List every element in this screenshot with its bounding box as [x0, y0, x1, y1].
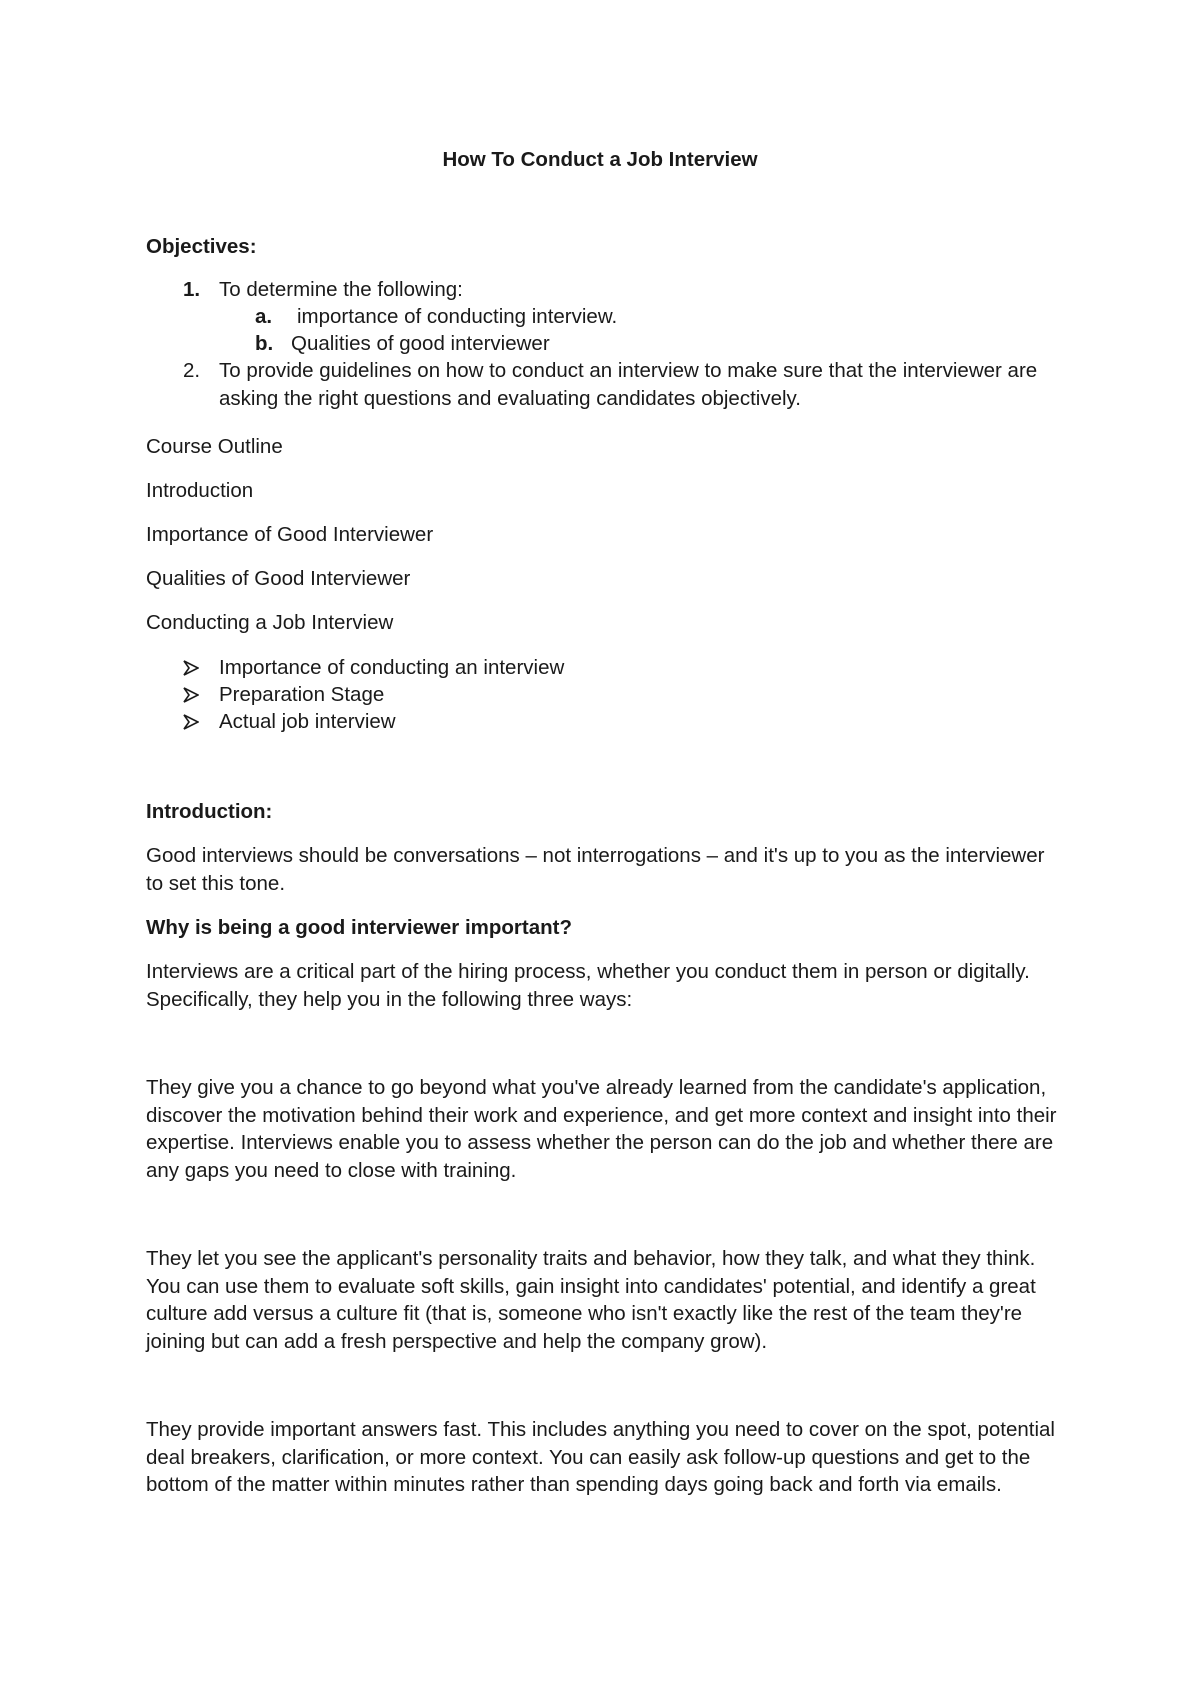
objective-item [183, 276, 1063, 304]
sub-objective-marker: b. [255, 332, 274, 355]
sub-objective-item [255, 303, 1055, 331]
outline-line: Importance of Good Interviewer [146, 523, 434, 546]
objective-marker: 1. [183, 278, 201, 301]
document-title: How To Conduct a Job Interview [442, 148, 758, 171]
bullet-item [183, 708, 1063, 736]
outline-line: Qualities of Good Interviewer [146, 567, 411, 590]
arrowhead-bullet-icon [183, 660, 199, 676]
outline-line: Introduction [146, 479, 254, 502]
bullet-text: Actual job interview [219, 710, 396, 733]
introduction-heading: Introduction: [146, 800, 273, 823]
sub-objective-item [255, 330, 1055, 358]
sub-objective-marker: a. [255, 305, 273, 328]
objective-text: To determine the following: [219, 278, 463, 301]
body-paragraph: They let you see the applicant's personality traits and behavior, how they talk, and what they think. You can use them to evaluate soft skills, gain insight into candidates' potential, and identify a great culture add versus a culture fit (that is, someone who isn't exactly like the rest of the team they're joining but can add a fresh perspective and help the company grow). [146, 1247, 1036, 1353]
bullet-text: Importance of conducting an interview [219, 656, 565, 679]
sub-objective-text: Qualities of good interviewer [291, 332, 550, 355]
outline-line: Conducting a Job Interview [146, 611, 394, 634]
outline-line: Course Outline [146, 435, 283, 458]
bullet-item [183, 681, 1063, 709]
body-paragraph: They provide important answers fast. This includes anything you need to cover on the spot, potential deal breakers, clarification, or more context. You can easily ask follow-up questions and get to the bottom of the matter within minutes rather than spending days going back and forth via emails. [146, 1418, 1055, 1496]
why-heading: Why is being a good interviewer important? [146, 916, 572, 939]
arrowhead-bullet-icon [183, 687, 199, 703]
arrowhead-bullet-icon [183, 714, 199, 730]
bullet-item [183, 654, 1063, 682]
body-paragraph: They give you a chance to go beyond what you've already learned from the candidate's application, discover the motivation behind their work and experience, and get more context and insight into their expertise. Interviews enable you to assess whether the person can do the job and whether there are any gaps you need to close with training. [146, 1076, 1057, 1182]
why-paragraph: Interviews are a critical part of the hiring process, whether you conduct them in person or digitally. Specifically, they help you in the following three ways: [146, 960, 1030, 1011]
objective-item [183, 357, 1063, 412]
bullet-text: Preparation Stage [219, 683, 385, 706]
objective-text: To provide guidelines on how to conduct an interview to make sure that the interviewer are asking the right questions and evaluating candidates objectively. [219, 359, 1038, 410]
objective-marker: 2. [183, 359, 201, 382]
sub-objective-text: importance of conducting interview. [297, 305, 618, 328]
introduction-paragraph: Good interviews should be conversations – not interrogations – and it's up to you as the interviewer to set this tone. [146, 844, 1045, 895]
objectives-heading: Objectives: [146, 235, 257, 258]
